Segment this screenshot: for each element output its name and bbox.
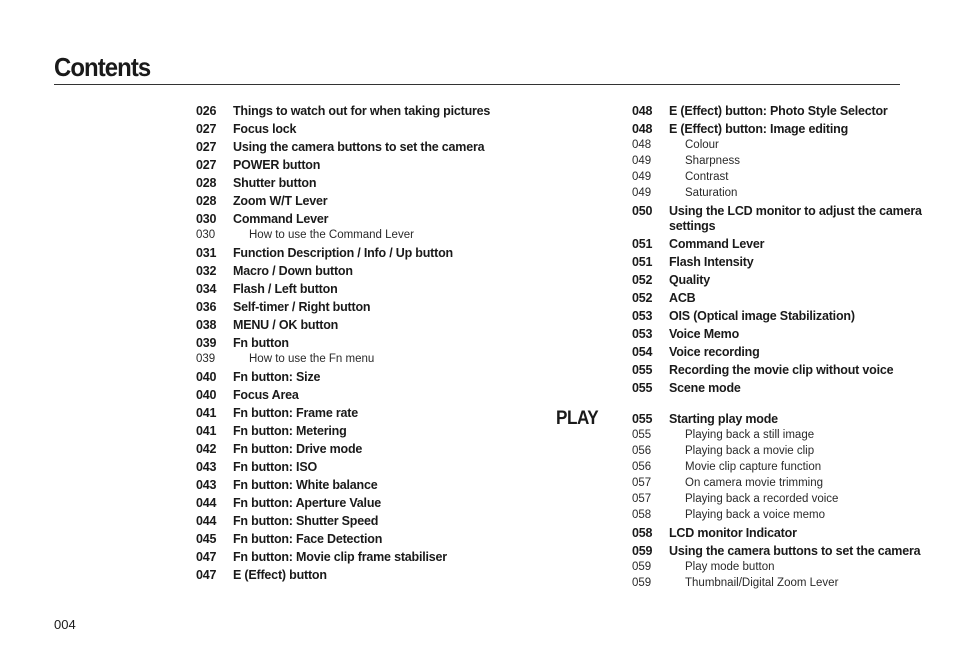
toc-entry[interactable] <box>196 406 516 421</box>
toc-entry-title: Sharpness <box>685 155 740 167</box>
toc-entry-title: Self-timer / Right button <box>233 300 371 314</box>
toc-page-number: 034 <box>196 282 217 296</box>
toc-entry-title: Things to watch out for when taking pictures <box>233 104 491 118</box>
toc-entry[interactable] <box>196 460 516 475</box>
toc-page-number: 056 <box>632 461 652 473</box>
toc-subentry[interactable] <box>632 460 922 475</box>
toc-entry-title: Fn button: Size <box>233 370 321 384</box>
toc-entry[interactable] <box>196 442 516 457</box>
toc-subentry[interactable] <box>632 154 922 169</box>
toc-page-number: 057 <box>632 477 652 489</box>
toc-page-number: 028 <box>196 176 217 190</box>
toc-entry[interactable] <box>196 122 516 137</box>
toc-entry[interactable] <box>196 370 516 385</box>
toc-entry[interactable] <box>632 526 922 541</box>
toc-page-number: 041 <box>196 406 217 420</box>
toc-page-number: 048 <box>632 104 653 118</box>
toc-entry[interactable] <box>196 318 516 333</box>
toc-entry-title: Fn button: Shutter Speed <box>233 514 379 528</box>
toc-entry-title: Fn button: Face Detection <box>233 532 383 546</box>
toc-page-number: 039 <box>196 353 216 365</box>
toc-entry-title: Voice Memo <box>669 327 740 341</box>
toc-page-number: 031 <box>196 246 217 260</box>
toc-entry-title: Fn button: ISO <box>233 460 317 474</box>
title-divider <box>54 84 900 85</box>
toc-entry[interactable] <box>196 300 516 315</box>
toc-entry[interactable] <box>632 309 922 324</box>
toc-page-number: 052 <box>632 273 653 287</box>
toc-entry[interactable] <box>196 212 516 227</box>
toc-page-number: 047 <box>196 550 217 564</box>
toc-entry-title: Fn button: White balance <box>233 478 378 492</box>
toc-entry-title: Fn button: Aperture Value <box>233 496 382 510</box>
toc-page-number: 055 <box>632 412 653 426</box>
toc-entry-title: Flash Intensity <box>669 255 754 269</box>
toc-entry-title: E (Effect) button: Photo Style Selector <box>669 104 888 118</box>
toc-subentry[interactable] <box>632 444 922 459</box>
toc-page-number: 027 <box>196 122 217 136</box>
toc-entry-title: Fn button: Movie clip frame stabiliser <box>233 550 447 564</box>
toc-entry[interactable] <box>632 204 922 234</box>
toc-page-number: 054 <box>632 345 653 359</box>
page-title: Contents <box>54 52 151 82</box>
toc-entry[interactable] <box>196 550 516 565</box>
toc-page-number: 049 <box>632 155 652 167</box>
toc-entry-title: Starting play mode <box>669 412 778 426</box>
toc-entry-title: Playing back a voice memo <box>685 509 825 521</box>
toc-subentry[interactable] <box>632 428 922 443</box>
toc-page-number: 047 <box>196 568 217 582</box>
toc-page-number: 030 <box>196 229 216 241</box>
toc-page-number: 042 <box>196 442 217 456</box>
toc-entry[interactable] <box>632 363 922 378</box>
toc-entry[interactable] <box>632 273 922 288</box>
toc-entry[interactable] <box>196 264 516 279</box>
toc-page-number: 055 <box>632 363 653 377</box>
toc-entry-title: Contrast <box>685 171 729 183</box>
toc-entry-title: Fn button: Metering <box>233 424 347 438</box>
toc-entry[interactable] <box>196 388 516 403</box>
toc-entry-title: MENU / OK button <box>233 318 339 332</box>
toc-page-number: 030 <box>196 212 217 226</box>
toc-page-number: 040 <box>196 388 217 402</box>
toc-page-number: 044 <box>196 514 217 528</box>
toc-page-number: 050 <box>632 204 653 218</box>
toc-entry-title: Shutter button <box>233 176 317 190</box>
toc-entry-title: E (Effect) button: Image editing <box>669 122 849 136</box>
toc-entry[interactable] <box>196 478 516 493</box>
toc-page-number: 051 <box>632 255 653 269</box>
toc-entry[interactable] <box>632 327 922 342</box>
toc-entry[interactable] <box>196 568 516 583</box>
toc-entry-title: Quality <box>669 273 710 287</box>
toc-subentry[interactable] <box>632 576 922 591</box>
section-label-play: PLAY <box>556 408 599 429</box>
toc-page-number: 026 <box>196 104 217 118</box>
toc-entry[interactable] <box>196 496 516 511</box>
toc-entry-title: Thumbnail/Digital Zoom Lever <box>685 577 839 589</box>
toc-entry[interactable] <box>196 104 516 119</box>
toc-page-number: 059 <box>632 544 653 558</box>
toc-entry[interactable] <box>632 412 922 427</box>
toc-page-number: 044 <box>196 496 217 510</box>
toc-page-number: 058 <box>632 509 652 521</box>
toc-page-number: 059 <box>632 577 652 589</box>
toc-entry[interactable] <box>196 176 516 191</box>
toc-subentry[interactable] <box>196 352 516 367</box>
toc-entry-title: Fn button: Frame rate <box>233 406 358 420</box>
toc-entry-title: Zoom W/T Lever <box>233 194 328 208</box>
toc-entry[interactable] <box>196 140 516 155</box>
toc-page-number: 051 <box>632 237 653 251</box>
toc-subentry[interactable] <box>632 138 922 153</box>
toc-entry[interactable] <box>632 122 922 137</box>
toc-entry-title: Voice recording <box>669 345 760 359</box>
toc-page-number: 057 <box>632 493 652 505</box>
toc-entry[interactable] <box>196 336 516 351</box>
toc-entry-title: On camera movie trimming <box>685 477 824 489</box>
toc-subentry[interactable] <box>632 492 922 507</box>
toc-entry-title: Flash / Left button <box>233 282 338 296</box>
toc-page-number: 041 <box>196 424 217 438</box>
toc-page-number: 039 <box>196 336 217 350</box>
toc-page-number: 059 <box>632 561 652 573</box>
toc-entry-title: Play mode button <box>685 561 775 573</box>
toc-entry-title: Playing back a recorded voice <box>685 493 839 505</box>
toc-column-right <box>632 101 922 591</box>
toc-entry-title: Command Lever <box>669 237 765 251</box>
toc-entry-title: Using the camera buttons to set the camera <box>669 544 921 558</box>
toc-page-number: 056 <box>632 445 652 457</box>
toc-entry[interactable] <box>632 381 922 396</box>
toc-subentry[interactable] <box>632 170 922 185</box>
toc-entry[interactable] <box>196 158 516 173</box>
toc-entry-title: Fn button: Drive mode <box>233 442 363 456</box>
toc-entry-title: Recording the movie clip without voice <box>669 363 894 377</box>
toc-entry[interactable] <box>632 237 922 252</box>
toc-page-number: 048 <box>632 122 653 136</box>
toc-entry-title: Movie clip capture function <box>685 461 822 473</box>
toc-page-number: 055 <box>632 429 652 441</box>
toc-entry-title: How to use the Command Lever <box>249 229 414 241</box>
toc-subentry[interactable] <box>196 228 516 243</box>
toc-entry[interactable] <box>196 282 516 297</box>
toc-entry[interactable] <box>632 291 922 306</box>
toc-entry-title: ACB <box>669 291 696 305</box>
toc-entry-title: Playing back a movie clip <box>685 445 815 457</box>
toc-page-number: 053 <box>632 327 653 341</box>
toc-page-number: 027 <box>196 140 217 154</box>
toc-entry[interactable] <box>196 514 516 529</box>
toc-entry-title: Playing back a still image <box>685 429 815 441</box>
toc-entry-title: Focus Area <box>233 388 299 402</box>
toc-page-number: 040 <box>196 370 217 384</box>
toc-page-number: 028 <box>196 194 217 208</box>
toc-page-number: 043 <box>196 478 217 492</box>
toc-entry-title: Using the LCD monitor to adjust the camera settings <box>669 204 922 233</box>
toc-column-left <box>196 101 516 583</box>
toc-entry-title: Scene mode <box>669 381 741 395</box>
toc-entry[interactable] <box>196 532 516 547</box>
toc-entry-title: POWER button <box>233 158 321 172</box>
toc-entry-title: LCD monitor Indicator <box>669 526 797 540</box>
toc-entry[interactable] <box>632 544 922 559</box>
toc-entry-title: Colour <box>685 139 719 151</box>
toc-entry-title: E (Effect) button <box>233 568 327 582</box>
toc-entry-title: Fn button <box>233 336 289 350</box>
toc-page-number: 027 <box>196 158 217 172</box>
toc-entry[interactable] <box>196 194 516 209</box>
toc-page-number: 032 <box>196 264 217 278</box>
toc-entry[interactable] <box>632 255 922 270</box>
toc-entry-title: Function Description / Info / Up button <box>233 246 453 260</box>
toc-entry[interactable] <box>632 104 922 119</box>
toc-subentry[interactable] <box>632 186 922 201</box>
toc-entry[interactable] <box>632 345 922 360</box>
toc-entry-title: OIS (Optical image Stabilization) <box>669 309 855 323</box>
toc-subentry[interactable] <box>632 476 922 491</box>
toc-subentry[interactable] <box>632 508 922 523</box>
toc-page-number: 043 <box>196 460 217 474</box>
toc-entry-title: Command Lever <box>233 212 329 226</box>
toc-page-number: 038 <box>196 318 217 332</box>
toc-entry-title: Saturation <box>685 187 738 199</box>
toc-page-number: 049 <box>632 187 652 199</box>
page-number: 004 <box>54 617 76 632</box>
toc-subentry[interactable] <box>632 560 922 575</box>
toc-page-number: 052 <box>632 291 653 305</box>
toc-page-number: 053 <box>632 309 653 323</box>
toc-entry-title: Macro / Down button <box>233 264 353 278</box>
toc-entry[interactable] <box>196 246 516 261</box>
toc-entry-title: Focus lock <box>233 122 297 136</box>
toc-page-number: 055 <box>632 381 653 395</box>
toc-page-number: 048 <box>632 139 652 151</box>
toc-entry-title: How to use the Fn menu <box>249 353 375 365</box>
toc-page-number: 045 <box>196 532 217 546</box>
toc-entry[interactable] <box>196 424 516 439</box>
toc-page-number: 036 <box>196 300 217 314</box>
toc-page-number: 058 <box>632 526 653 540</box>
toc-page-number: 049 <box>632 171 652 183</box>
toc-entry-title: Using the camera buttons to set the camera <box>233 140 485 154</box>
